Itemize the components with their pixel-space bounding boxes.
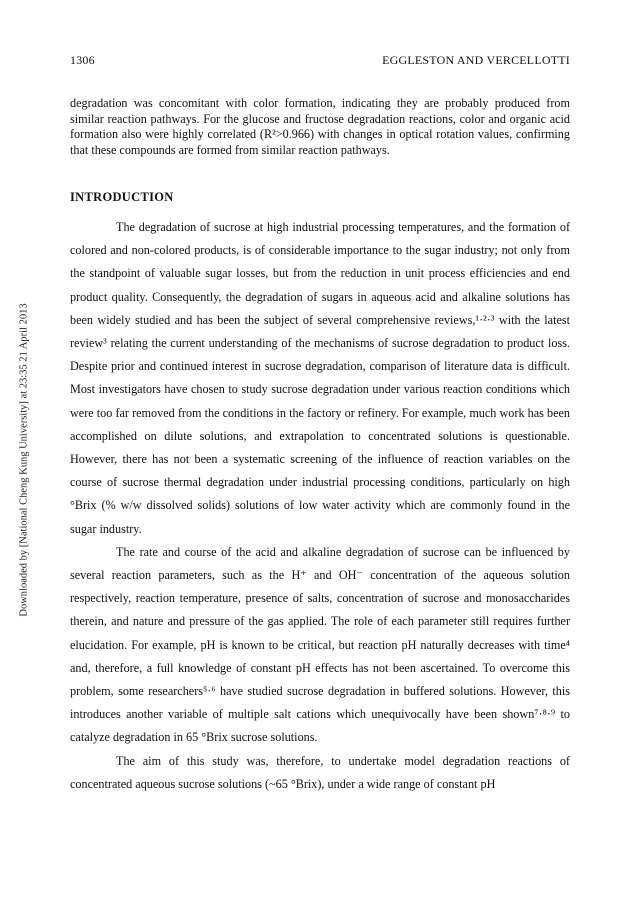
introduction-body — [70, 216, 570, 796]
paragraph: The rate and course of the acid and alkaline degradation of sucrose can be influenced by several reaction parameters, such as the H⁺ and OH⁻ concentration of the aqueous solution respectively, reaction temperature, presence of salts, concentration of sucrose and monosaccharides therein, and nature and pressure of the gas applied. The role of each parameter still requires further elucidation. For example, pH is known to be critical, but reaction pH naturally decreases with time⁴ and, therefore, a full knowledge of constant pH effects has not been ascertained. To overcome this problem, some researchers⁵·⁶ have studied sucrose degradation in buffered solutions. However, this introduces another variable of multiple salt cations which unequivocally have been shown⁷·⁸·⁹ to catalyze degradation in 65 °Brix sucrose solutions. — [70, 544, 570, 745]
paragraph: The aim of this study was, therefore, to undertake model degradation reactions of concentrated aqueous sucrose solutions (~65 °Brix), under a wide range of constant pH — [70, 753, 570, 791]
paragraph: The degradation of sucrose at high industrial processing temperatures, and the formation of colored and non-colored products, is of considerable importance to the sugar industry; not only from the standpoint of valuable sugar losses, but from the reduction in unit process efficiencies and end product quality. Consequently, the degradation of sugars in aqueous acid and alkaline solutions has been widely studied and has been the subject of several comprehensive reviews,¹·²·³ with the latest review³ relating the current understanding of the mechanisms of sucrose degradation to product loss. Despite prior and continued interest in sucrose degradation, comparison of literature data is difficult. Most investigators have chosen to study sucrose degradation under various reaction conditions which were too far removed from the conditions in the factory or refinery. For example, much work has been accomplished on dilute solutions, and extrapolation to concentrated solutions is questionable. However, there has not been a systematic screening of the influence of reaction variables on the course of sucrose thermal degradation under industrial processing conditions, particularly on high °Brix (% w/w dissolved solids) solutions of low water activity which are commonly found in the sugar industry. — [70, 220, 570, 536]
download-watermark: Downloaded by [National Cheng Kung University] at 23:35 21 April 2013 — [18, 303, 30, 617]
page-number: 1306 — [70, 53, 95, 67]
abstract-continuation: degradation was concomitant with color formation, indicating they are probably produced from similar reaction pathways. For the glucose and fructose degradation reactions, color and organic acid formation also were highly correlated (R²>0.966) with changes in optical rotation values, confirming that these compounds are formed from similar reaction pathways. — [70, 96, 570, 157]
section-heading: INTRODUCTION — [70, 190, 174, 204]
running-header — [70, 53, 570, 68]
running-head-authors: EGGLESTON AND VERCELLOTTI — [382, 53, 570, 67]
